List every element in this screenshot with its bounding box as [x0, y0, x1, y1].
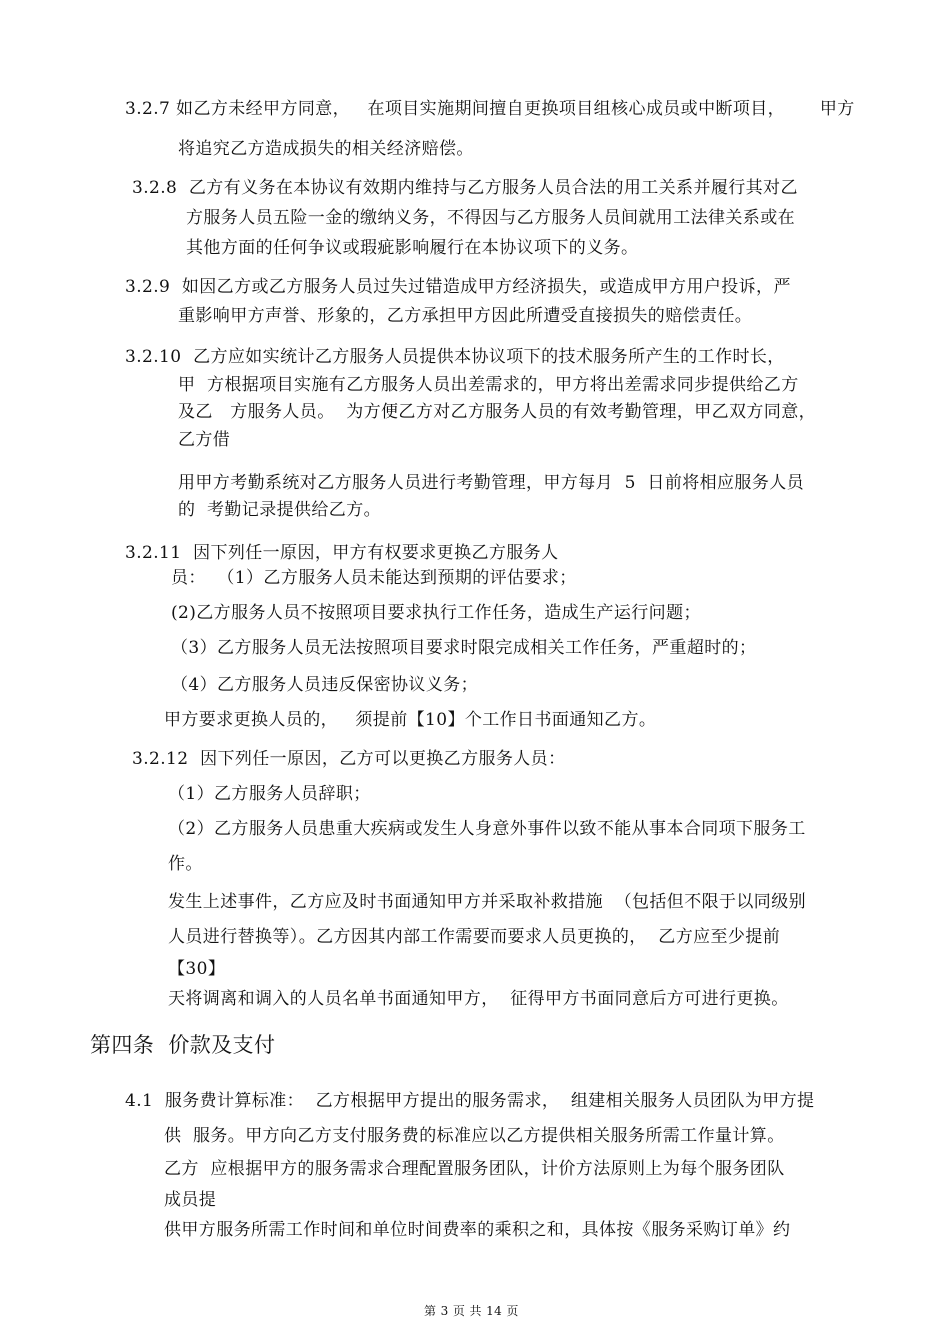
line-3-2-8-c: 其他方面的任何争议或瑕疵影响履行在本协议项下的义务。 [186, 238, 639, 258]
line-3-2-11-b: 员： （1）乙方服务人员未能达到预期的评估要求； [171, 568, 577, 588]
line-4-1-a: 4.1 服务费计算标准： 乙方根据甲方提出的服务需求， 组建相关服务人员团队为甲方提 [125, 1091, 815, 1111]
line-3-2-11-d: （3）乙方服务人员无法按照项目要求时限完成相关工作任务，严重超时的； [171, 638, 757, 658]
line-3-2-10-d: 乙方借 [178, 430, 231, 450]
line-3-2-9-b: 重影响甲方声誉、形象的，乙方承担甲方因此所遭受直接损失的赔偿责任。 [178, 306, 753, 326]
line-4-1-b: 供 服务。甲方向乙方支付服务费的标准应以乙方提供相关服务所需工作量计算。 [164, 1126, 785, 1146]
line-3-2-10-a: 3.2.10 乙方应如实统计乙方服务人员提供本协议项下的技术服务所产生的工作时长， [125, 347, 785, 367]
line-3-2-8-b: 方服务人员五险一金的缴纳义务，不得因与乙方服务人员间就用工法律关系或在 [186, 208, 795, 228]
line-3-2-11-a: 3.2.11 因下列任一原因，甲方有权要求更换乙方服务人 [125, 543, 559, 563]
line-3-2-12-c: （2）乙方服务人员患重大疾病或发生人身意外事件以致不能从事本合同项下服务工 [168, 819, 806, 839]
line-3-2-11-e: （4）乙方服务人员违反保密协议义务； [171, 675, 479, 695]
line-3-2-12-e: 发生上述事件，乙方应及时书面通知甲方并采取补救措施 （包括但不限于以同级别 [168, 892, 807, 912]
line-3-2-9-a: 3.2.9 如因乙方或乙方服务人员过失过错造成甲方经济损失，或造成甲方用户投诉，严 [125, 277, 791, 297]
line-3-2-12-g: 【30】 [168, 959, 226, 979]
section-heading: 第四条 价款及支付 [90, 1033, 276, 1057]
line-3-2-11-f: 甲方要求更换人员的， 须提前【10】个工作日书面通知乙方。 [164, 710, 657, 730]
page-footer: 第 3 页 共 14 页 [424, 1304, 519, 1318]
line-3-2-8-a: 3.2.8 乙方有义务在本协议有效期内维持与乙方服务人员合法的用工关系并履行其对乙 [132, 178, 798, 198]
line-3-2-10-c: 及乙 方服务人员。 为方便乙方对乙方服务人员的有效考勤管理，甲乙双方同意， [178, 402, 817, 422]
line-3-2-7-a: 3.2.7 如乙方未经甲方同意， 在项目实施期间擅自更换项目组核心成员或中断项目， 甲方 [125, 99, 855, 119]
line-3-2-12-a: 3.2.12 因下列任一原因，乙方可以更换乙方服务人员： [132, 749, 566, 769]
line-3-2-12-f: 人员进行替换等）。乙方因其内部工作需要而要求人员更换的， 乙方应至少提前 [168, 927, 781, 947]
line-3-2-12-b: （1）乙方服务人员辞职； [168, 784, 371, 804]
line-4-1-d: 成员提 [164, 1190, 217, 1210]
line-3-2-10-f: 的 考勤记录提供给乙方。 [178, 500, 382, 520]
line-3-2-10-b: 甲 方根据项目实施有乙方服务人员出差需求的，甲方将出差需求同步提供给乙方 [178, 375, 799, 395]
line-3-2-10-e: 用甲方考勤系统对乙方服务人员进行考勤管理，甲方每月 5 日前将相应服务人员 [178, 473, 805, 493]
line-3-2-12-h: 天将调离和调入的人员名单书面通知甲方， 征得甲方书面同意后方可进行更换。 [168, 989, 789, 1009]
line-4-1-c: 乙方 应根据甲方的服务需求合理配置服务团队，计价方法原则上为每个服务团队 [164, 1159, 785, 1179]
line-3-2-7-b: 将追究乙方造成损失的相关经济赔偿。 [178, 139, 474, 159]
line-3-2-12-d: 作。 [168, 854, 203, 874]
line-3-2-11-c: (2)乙方服务人员不按照项目要求执行工作任务，造成生产运行问题； [171, 603, 701, 623]
line-4-1-e: 供甲方服务所需工作时间和单位时间费率的乘积之和，具体按《服务采购订单》约 [164, 1220, 791, 1240]
